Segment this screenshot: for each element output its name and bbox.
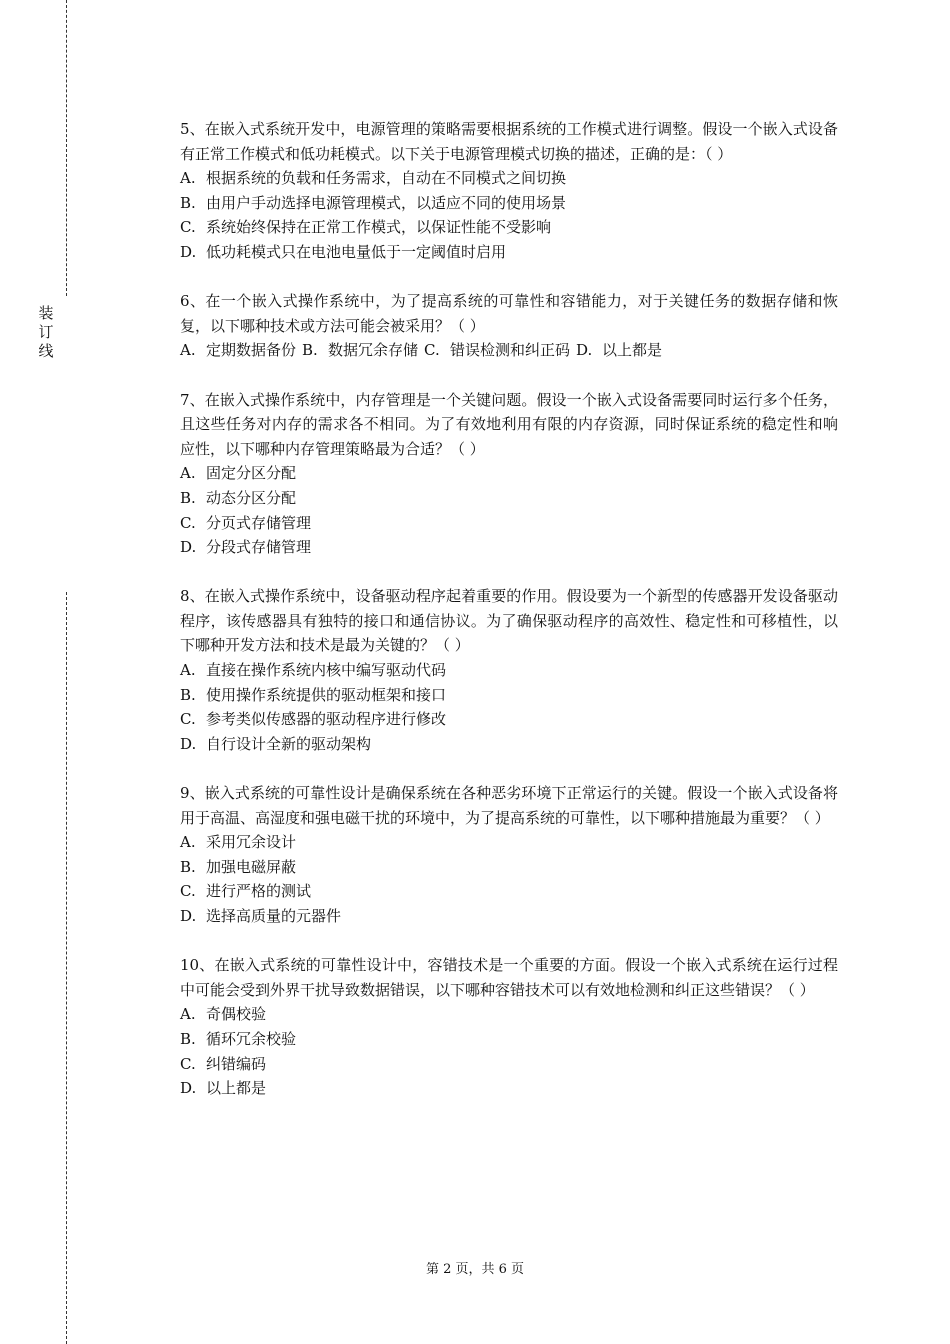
binding-char: 装 <box>38 304 54 322</box>
question-text: 6、在一个嵌入式操作系统中，为了提高系统的可靠性和容错能力，对于关键任务的数据存储和恢复，以下哪种技术或方法可能会被采用？（ ） <box>180 292 838 335</box>
option-a <box>180 461 838 486</box>
option-letter: A. <box>180 341 196 360</box>
option-text: 使用操作系统提供的驱动框架和接口 <box>206 685 447 704</box>
option-b <box>180 191 838 216</box>
question-7 <box>180 388 838 560</box>
option-text: 以上都是 <box>602 341 663 360</box>
option-letter: D. <box>180 242 197 261</box>
question-text: 5、在嵌入式系统开发中，电源管理的策略需要根据系统的工作模式进行调整。假设一个嵌入式设备有正常工作模式和低功耗模式。以下关于电源管理模式切换的描述，正确的是：（ ） <box>180 120 838 163</box>
option-letter: A. <box>180 661 196 680</box>
question-10 <box>180 953 838 1101</box>
option-letter: B. <box>302 341 318 360</box>
option-text: 加强电磁屏蔽 <box>206 857 297 876</box>
question-text: 7、在嵌入式操作系统中，内存管理是一个关键问题。假设一个嵌入式设备需要同时运行多个任务，且这些任务对内存的需求各不相同。为了有效地利用有限的内存资源，同时保证系统的稳定性和响应性，以下哪种内存管理策略最为合适？（ ） <box>180 390 838 458</box>
option-c <box>180 511 838 536</box>
option-text: 自行设计全新的驱动架构 <box>206 734 372 753</box>
option-d <box>180 1076 838 1101</box>
option-text: 纠错编码 <box>206 1054 267 1073</box>
option-text: 根据系统的负载和任务需求，自动在不同模式之间切换 <box>206 169 567 188</box>
option-letter: A. <box>180 169 196 188</box>
option-letter: D. <box>576 341 593 360</box>
question-text: 9、嵌入式系统的可靠性设计是确保系统在各种恶劣环境下正常运行的关键。假设一个嵌入式设备将用于高温、高湿度和强电磁干扰的环境中，为了提高系统的可靠性，以下哪种措施最为重要？（ ） <box>180 784 838 827</box>
page-footer: 第 2 页，共 6 页 <box>425 1262 525 1277</box>
option-letter: B. <box>180 488 196 507</box>
option-text: 参考类似传感器的驱动程序进行修改 <box>206 710 447 729</box>
option-a <box>180 658 838 683</box>
option-text: 定期数据备份 <box>206 341 297 360</box>
option-a <box>180 166 838 191</box>
option-letter: A. <box>180 833 196 852</box>
question-8 <box>180 584 838 756</box>
question-5 <box>180 117 838 265</box>
option-text: 以上都是 <box>206 1079 267 1098</box>
option-text: 循环冗余校验 <box>206 1029 297 1048</box>
question-6 <box>180 289 838 363</box>
binding-char: 线 <box>38 342 54 360</box>
option-letter: B. <box>180 193 196 212</box>
option-c <box>180 707 838 732</box>
inline-options <box>180 338 838 363</box>
option-letter: C. <box>180 513 196 532</box>
option-b <box>180 855 838 880</box>
option-letter: B. <box>180 685 196 704</box>
option-letter: C. <box>180 218 196 237</box>
option-letter: C. <box>424 341 440 360</box>
option-letter: C. <box>180 710 196 729</box>
option-text: 由用户手动选择电源管理模式，以适应不同的使用场景 <box>206 193 567 212</box>
option-text: 采用冗余设计 <box>206 833 297 852</box>
option-b <box>180 683 838 708</box>
option-c <box>180 215 838 240</box>
option-letter: C. <box>180 1054 196 1073</box>
option-text: 分页式存储管理 <box>206 513 312 532</box>
binding-line-bottom <box>66 592 67 1344</box>
option-d <box>180 535 838 560</box>
option-text: 直接在操作系统内核中编写驱动代码 <box>206 661 447 680</box>
option-text: 固定分区分配 <box>206 464 297 483</box>
option-letter: D. <box>180 538 197 557</box>
option-letter: B. <box>180 1029 196 1048</box>
option-text: 选择高质量的元器件 <box>206 907 342 925</box>
option-c <box>180 1052 838 1077</box>
binding-char: 订 <box>38 323 54 341</box>
option-d <box>180 240 838 265</box>
option-d <box>180 904 838 929</box>
option-a <box>180 1002 838 1027</box>
question-9 <box>180 781 838 929</box>
option-b <box>180 1027 838 1052</box>
option-letter: A. <box>180 464 196 483</box>
question-text: 8、在嵌入式操作系统中，设备驱动程序起着重要的作用。假设要为一个新型的传感器开发设备驱动程序，该传感器具有独特的接口和通信协议。为了确保驱动程序的高效性、稳定性和可移植性，以下哪种开发方法和技术是最为关键的？（ ） <box>180 587 838 655</box>
option-text: 系统始终保持在正常工作模式，以保证性能不受影响 <box>206 218 552 237</box>
option-letter: C. <box>180 882 196 901</box>
option-text: 错误检测和纠正码 <box>450 341 571 360</box>
question-text: 10、在嵌入式系统的可靠性设计中，容错技术是一个重要的方面。假设一个嵌入式系统在运行过程中可能会受到外界干扰导致数据错误，以下哪种容错技术可以有效地检测和纠正这些错误？（ ） <box>180 956 838 999</box>
question-list <box>180 117 838 1125</box>
option-b <box>180 486 838 511</box>
option-letter: D. <box>180 734 197 753</box>
option-text: 数据冗余存储 <box>328 341 419 360</box>
option-letter: A. <box>180 1005 196 1024</box>
option-letter: D. <box>180 907 197 925</box>
option-c <box>180 879 838 904</box>
option-a <box>180 830 838 855</box>
option-letter: B. <box>180 857 196 876</box>
option-text: 分段式存储管理 <box>206 538 312 557</box>
option-text: 进行严格的测试 <box>206 882 312 901</box>
option-letter: D. <box>180 1079 197 1098</box>
option-text: 奇偶校验 <box>206 1005 267 1024</box>
option-text: 低功耗模式只在电池电量低于一定阈值时启用 <box>206 242 507 261</box>
option-d <box>180 732 838 757</box>
binding-label <box>36 304 56 361</box>
option-text: 动态分区分配 <box>206 488 297 507</box>
binding-line-top <box>66 0 67 296</box>
